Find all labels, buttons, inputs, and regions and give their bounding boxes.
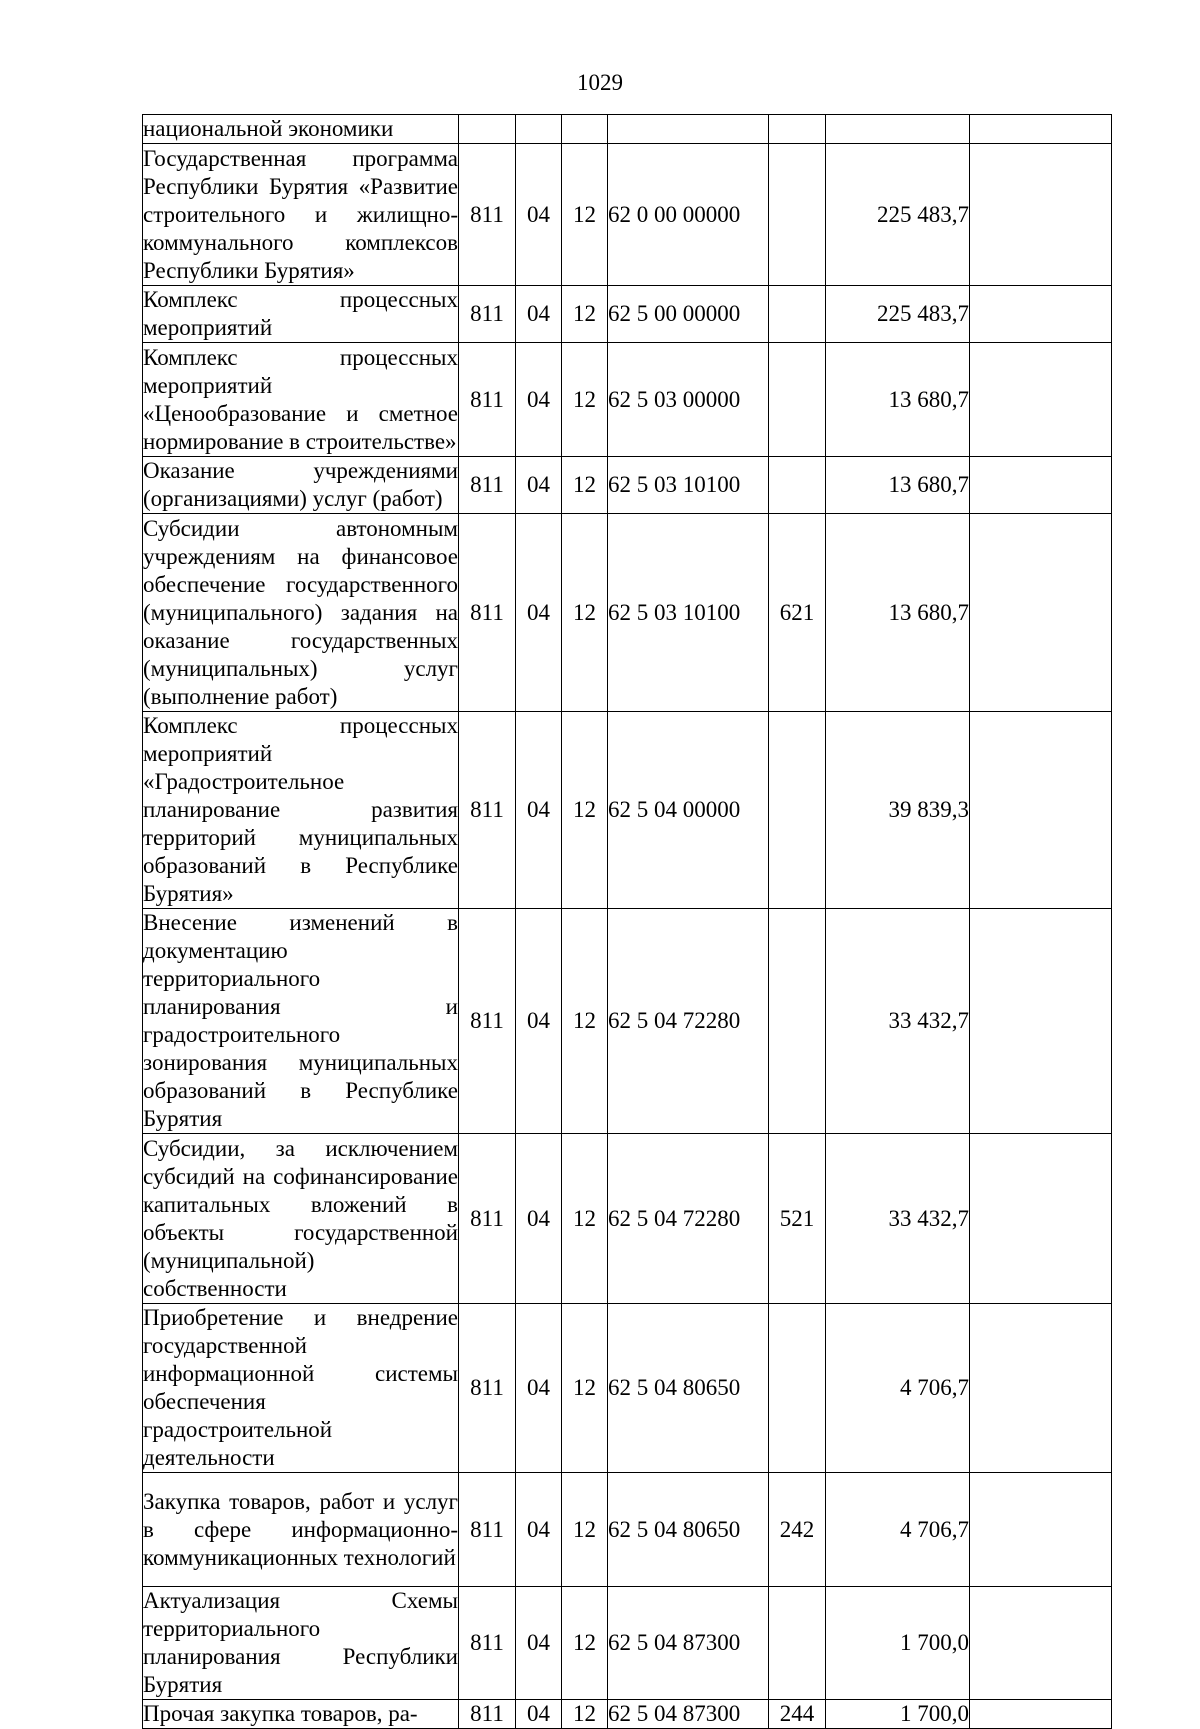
extra-cell <box>970 457 1112 514</box>
table-row <box>143 457 1112 514</box>
table-row <box>143 1473 1112 1587</box>
amount: 33 432,7 <box>826 909 970 1134</box>
target-article-code: 62 0 00 00000 <box>608 144 769 286</box>
ministry-code <box>459 115 516 144</box>
subsection-code: 12 <box>562 1587 608 1700</box>
extra-cell <box>970 286 1112 343</box>
extra-cell <box>970 712 1112 909</box>
subsection-code: 12 <box>562 909 608 1134</box>
table-row <box>143 909 1112 1134</box>
extra-cell <box>970 1700 1112 1729</box>
table-row <box>143 1304 1112 1473</box>
section-code: 04 <box>516 1700 562 1729</box>
expense-type-code: 521 <box>769 1134 826 1304</box>
subsection-code: 12 <box>562 514 608 712</box>
amount: 4 706,7 <box>826 1473 970 1587</box>
target-article-code <box>608 115 769 144</box>
expense-type-code: 244 <box>769 1700 826 1729</box>
ministry-code: 811 <box>459 343 516 457</box>
table-row <box>143 343 1112 457</box>
row-name: Комплекс процессных мероприятий «Градостроительное планирование развития территорий муниципальных образований в Республике Бурятия» <box>143 712 459 909</box>
expense-type-code <box>769 115 826 144</box>
ministry-code: 811 <box>459 909 516 1134</box>
target-article-code: 62 5 03 00000 <box>608 343 769 457</box>
row-name: Внесение изменений в документацию территориального планирования и градостроительного зонирования муниципальных образований в Республике Бурятия <box>143 909 459 1134</box>
row-name: Субсидии, за исключением субсидий на софинансирование капитальных вложений в объекты государственной (муниципальной) собственности <box>143 1134 459 1304</box>
extra-cell <box>970 144 1112 286</box>
expense-type-code <box>769 909 826 1134</box>
table-row <box>143 1134 1112 1304</box>
subsection-code: 12 <box>562 144 608 286</box>
row-name: Актуализация Схемы территориального планирования Республики Бурятия <box>143 1587 459 1700</box>
extra-cell <box>970 1587 1112 1700</box>
table-row <box>143 115 1112 144</box>
ministry-code: 811 <box>459 1587 516 1700</box>
expense-type-code <box>769 457 826 514</box>
target-article-code: 62 5 03 10100 <box>608 457 769 514</box>
ministry-code: 811 <box>459 1473 516 1587</box>
subsection-code: 12 <box>562 343 608 457</box>
page-number: 1029 <box>577 70 623 95</box>
amount <box>826 115 970 144</box>
expense-type-code <box>769 144 826 286</box>
subsection-code: 12 <box>562 1304 608 1473</box>
ministry-code: 811 <box>459 1304 516 1473</box>
extra-cell <box>970 1473 1112 1587</box>
section-code: 04 <box>516 1473 562 1587</box>
extra-cell <box>970 1134 1112 1304</box>
section-code: 04 <box>516 1587 562 1700</box>
row-name: Прочая закупка товаров, ра- <box>143 1700 459 1729</box>
amount: 225 483,7 <box>826 144 970 286</box>
subsection-code: 12 <box>562 1700 608 1729</box>
expense-type-code <box>769 343 826 457</box>
expense-type-code: 621 <box>769 514 826 712</box>
ministry-code: 811 <box>459 1700 516 1729</box>
row-name: Приобретение и внедрение государственной информационной системы обеспечения градостроительной деятельности <box>143 1304 459 1473</box>
target-article-code: 62 5 04 72280 <box>608 909 769 1134</box>
target-article-code: 62 5 03 10100 <box>608 514 769 712</box>
table-row <box>143 1700 1112 1729</box>
section-code: 04 <box>516 144 562 286</box>
section-code: 04 <box>516 286 562 343</box>
target-article-code: 62 5 04 80650 <box>608 1304 769 1473</box>
row-name: Комплекс процессных мероприятий «Ценообразование и сметное нормирование в строительстве» <box>143 343 459 457</box>
row-name: Государственная программа Республики Бурятия «Развитие строительного и жилищно-коммунального комплексов Республики Бурятия» <box>143 144 459 286</box>
ministry-code: 811 <box>459 286 516 343</box>
subsection-code <box>562 115 608 144</box>
section-code <box>516 115 562 144</box>
amount: 13 680,7 <box>826 514 970 712</box>
row-name: национальной экономики <box>143 115 459 144</box>
target-article-code: 62 5 04 87300 <box>608 1587 769 1700</box>
target-article-code: 62 5 04 00000 <box>608 712 769 909</box>
row-name: Субсидии автономным учреждениям на финансовое обеспечение государственного (муниципального) задания на оказание государственных (муниципальных) услуг (выполнение работ) <box>143 514 459 712</box>
target-article-code: 62 5 04 72280 <box>608 1134 769 1304</box>
row-name: Закупка товаров, работ и услуг в сфере информационно-коммуникационных технологий <box>143 1473 459 1587</box>
table-row <box>143 514 1112 712</box>
amount: 1 700,0 <box>826 1587 970 1700</box>
subsection-code: 12 <box>562 286 608 343</box>
table-row <box>143 1587 1112 1700</box>
expense-type-code <box>769 286 826 343</box>
table-row <box>143 712 1112 909</box>
extra-cell <box>970 115 1112 144</box>
expense-type-code: 242 <box>769 1473 826 1587</box>
row-name: Комплекс процессных мероприятий <box>143 286 459 343</box>
expense-type-code <box>769 1587 826 1700</box>
ministry-code: 811 <box>459 1134 516 1304</box>
amount: 39 839,3 <box>826 712 970 909</box>
ministry-code: 811 <box>459 144 516 286</box>
section-code: 04 <box>516 457 562 514</box>
amount: 1 700,0 <box>826 1700 970 1729</box>
section-code: 04 <box>516 1304 562 1473</box>
section-code: 04 <box>516 343 562 457</box>
target-article-code: 62 5 04 87300 <box>608 1700 769 1729</box>
expense-type-code <box>769 712 826 909</box>
target-article-code: 62 5 00 00000 <box>608 286 769 343</box>
section-code: 04 <box>516 1134 562 1304</box>
extra-cell <box>970 1304 1112 1473</box>
section-code: 04 <box>516 712 562 909</box>
table-row <box>143 286 1112 343</box>
subsection-code: 12 <box>562 1473 608 1587</box>
amount: 33 432,7 <box>826 1134 970 1304</box>
subsection-code: 12 <box>562 1134 608 1304</box>
amount: 4 706,7 <box>826 1304 970 1473</box>
subsection-code: 12 <box>562 712 608 909</box>
section-code: 04 <box>516 909 562 1134</box>
amount: 13 680,7 <box>826 343 970 457</box>
budget-table <box>142 114 1112 1729</box>
ministry-code: 811 <box>459 457 516 514</box>
table-row <box>143 144 1112 286</box>
amount: 225 483,7 <box>826 286 970 343</box>
section-code: 04 <box>516 514 562 712</box>
target-article-code: 62 5 04 80650 <box>608 1473 769 1587</box>
subsection-code: 12 <box>562 457 608 514</box>
extra-cell <box>970 343 1112 457</box>
expense-type-code <box>769 1304 826 1473</box>
amount: 13 680,7 <box>826 457 970 514</box>
ministry-code: 811 <box>459 712 516 909</box>
extra-cell <box>970 909 1112 1134</box>
ministry-code: 811 <box>459 514 516 712</box>
row-name: Оказание учреждениями (организациями) услуг (работ) <box>143 457 459 514</box>
extra-cell <box>970 514 1112 712</box>
